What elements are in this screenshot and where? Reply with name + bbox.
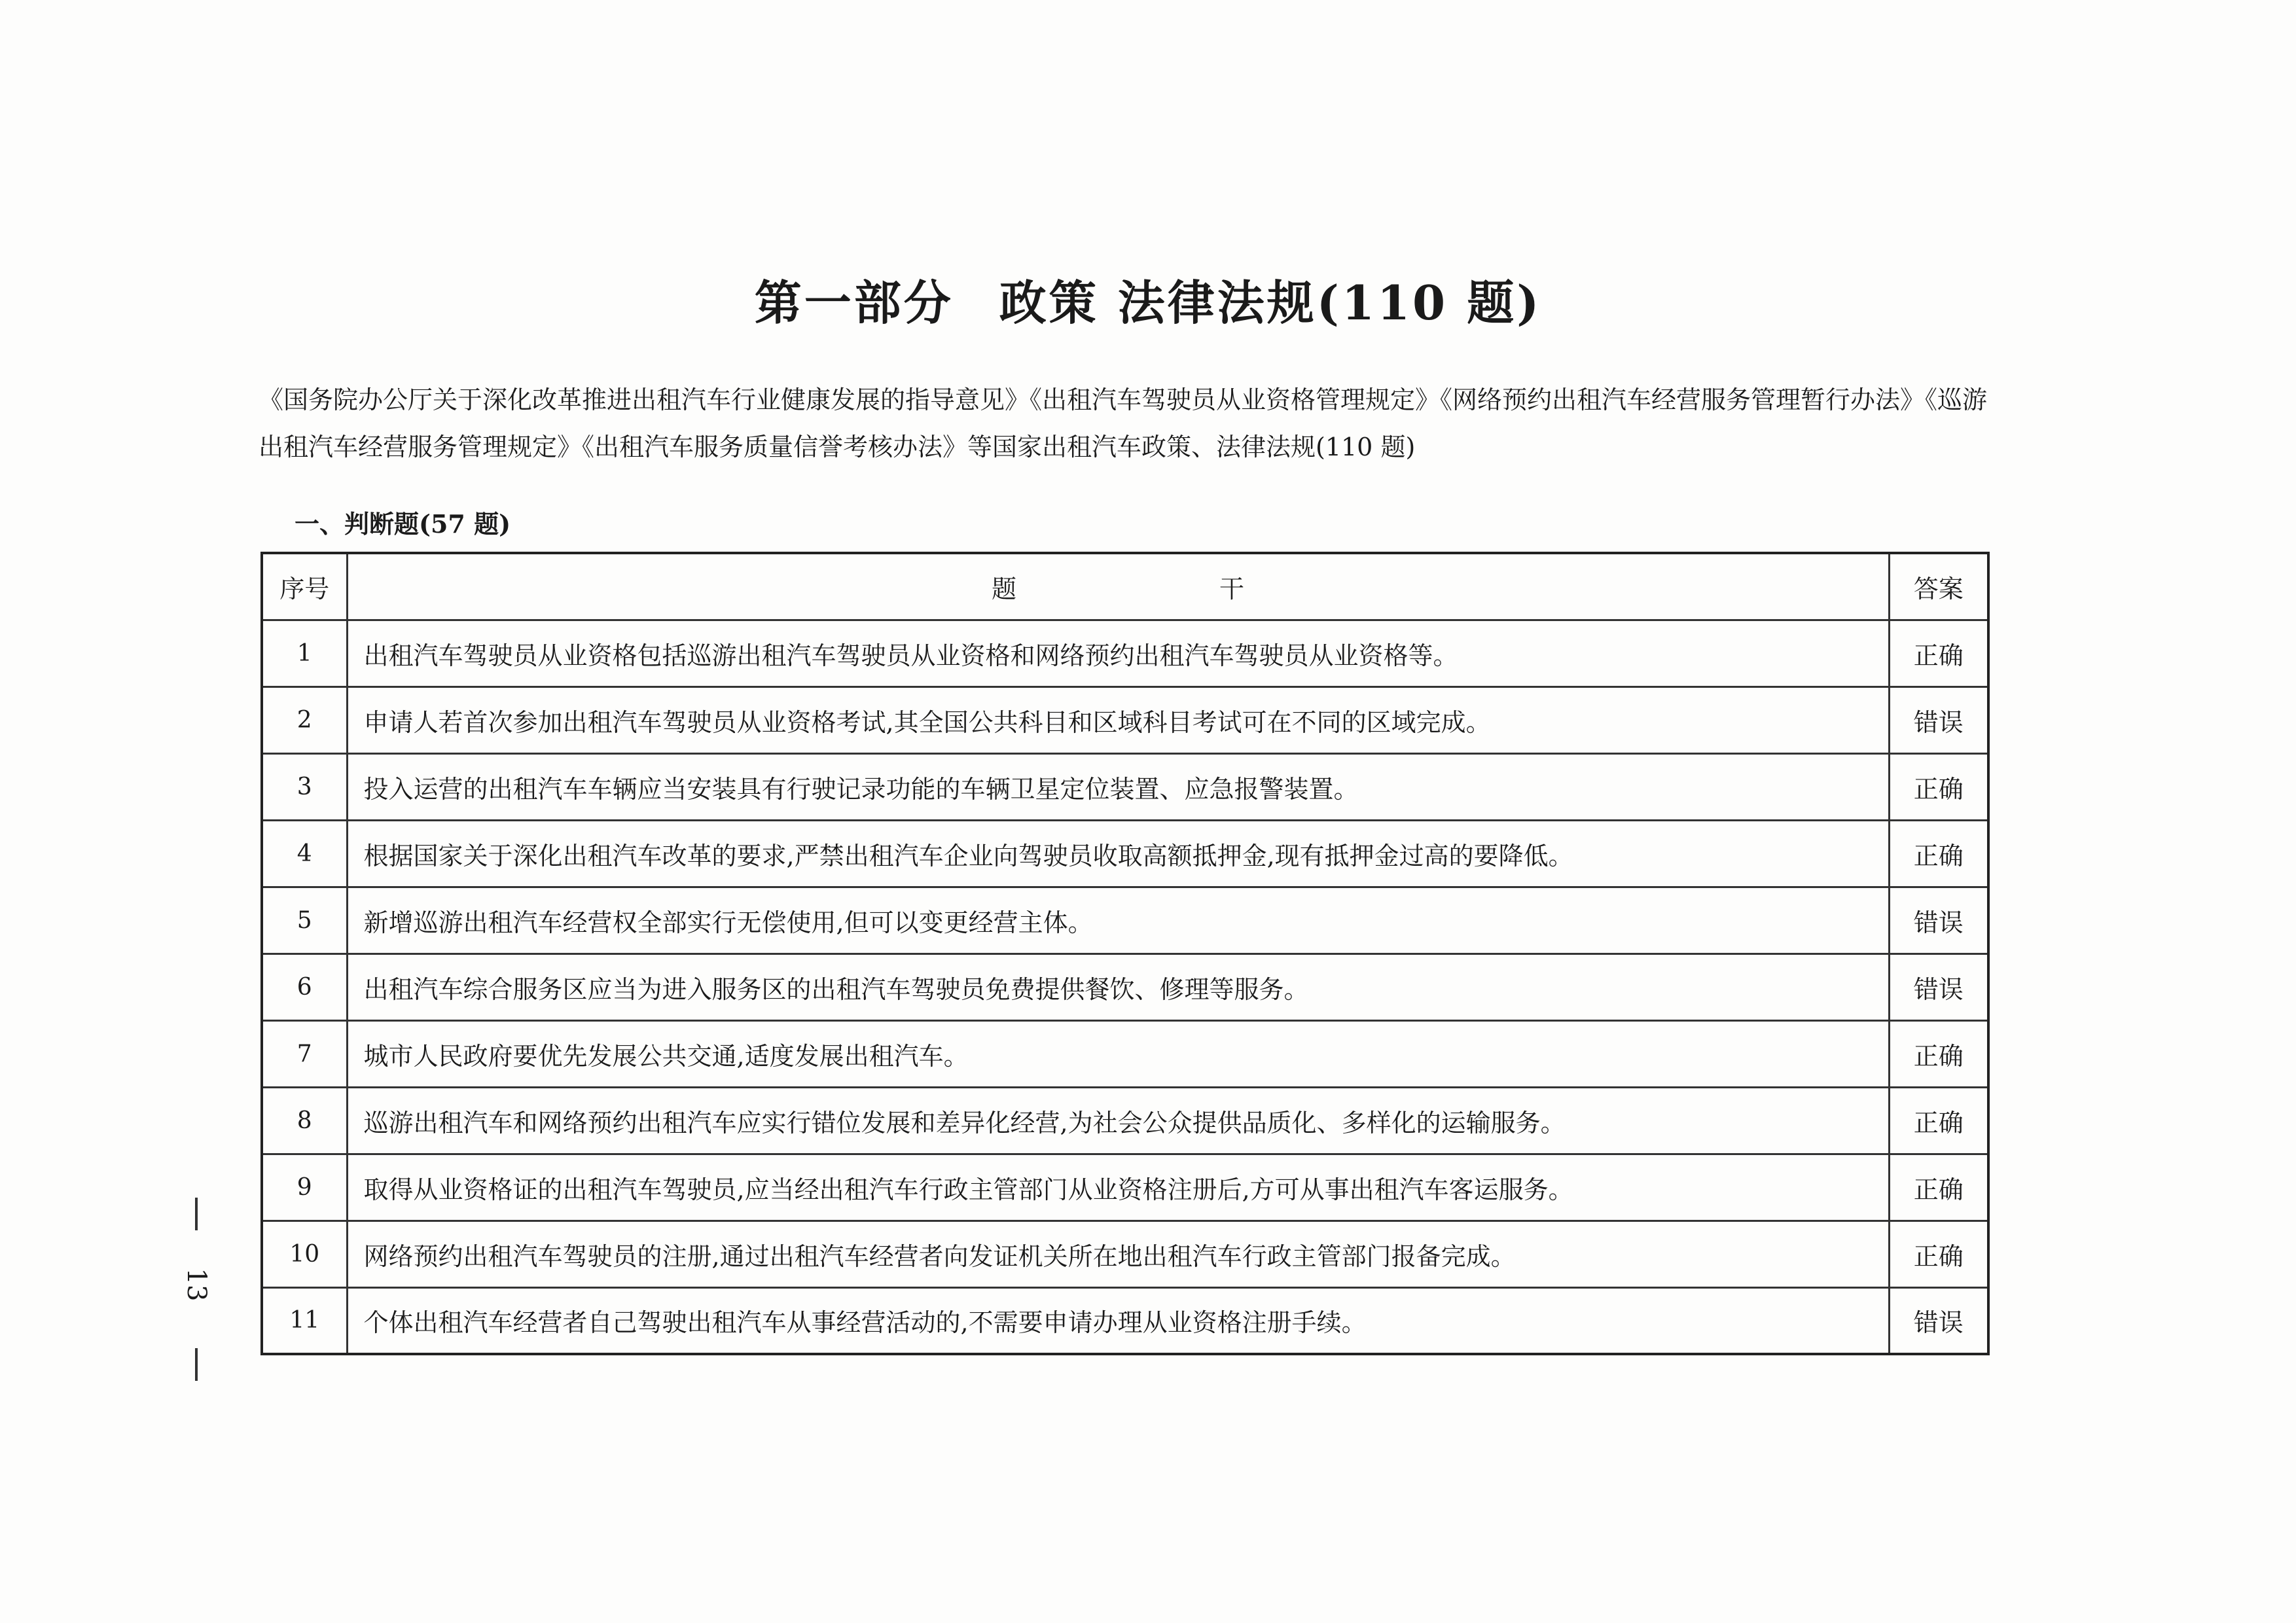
table-row	[262, 1287, 1988, 1354]
title-subject: 政策 法律法规(110 题)	[999, 275, 1542, 330]
page-number-marker	[177, 1198, 216, 1381]
header-stem-right: 干	[1219, 574, 1245, 603]
table-row	[262, 1154, 1988, 1221]
title-part: 第一部分	[754, 275, 954, 330]
row-answer: 正确	[1889, 1020, 1988, 1087]
row-number: 8	[262, 1087, 347, 1154]
row-stem: 取得从业资格证的出租汽车驾驶员,应当经出租汽车行政主管部门从业资格注册后,方可从事出租汽车客运服务。	[347, 1154, 1889, 1221]
row-number: 10	[262, 1221, 347, 1287]
table-row	[262, 620, 1988, 687]
row-stem: 城市人民政府要优先发展公共交通,适度发展出租汽车。	[347, 1020, 1889, 1087]
table-row	[262, 820, 1988, 887]
row-stem: 出租汽车驾驶员从业资格包括巡游出租汽车驾驶员从业资格和网络预约出租汽车驾驶员从业资格等。	[347, 620, 1889, 687]
table-row	[262, 753, 1988, 820]
page-number-dash-bottom	[195, 1348, 198, 1381]
row-stem: 申请人若首次参加出租汽车驾驶员从业资格考试,其全国公共科目和区域科目考试可在不同的区域完成。	[347, 687, 1889, 753]
table-row	[262, 1087, 1988, 1154]
table-row	[262, 954, 1988, 1020]
row-number: 2	[262, 687, 347, 753]
table-row	[262, 887, 1988, 954]
row-answer: 错误	[1889, 954, 1988, 1020]
row-number: 4	[262, 820, 347, 887]
row-answer: 错误	[1889, 1287, 1988, 1354]
row-number: 1	[262, 620, 347, 687]
row-stem: 出租汽车综合服务区应当为进入服务区的出租汽车驾驶员免费提供餐饮、修理等服务。	[347, 954, 1889, 1020]
questions-table	[260, 552, 1990, 1355]
table-row	[262, 1020, 1988, 1087]
header-number: 序号	[262, 553, 347, 620]
row-answer: 正确	[1889, 620, 1988, 687]
row-answer: 错误	[1889, 687, 1988, 753]
header-stem-left: 题	[991, 574, 1016, 603]
row-number: 7	[262, 1020, 347, 1087]
page-number-dash-top	[195, 1198, 198, 1230]
header-stem	[347, 553, 1889, 620]
section-heading: 一、判断题(57 题)	[295, 509, 511, 539]
row-stem: 个体出租汽车经营者自己驾驶出租汽车从事经营活动的,不需要申请办理从业资格注册手续。	[347, 1287, 1889, 1354]
row-answer: 正确	[1889, 1154, 1988, 1221]
row-answer: 正确	[1889, 1087, 1988, 1154]
header-answer: 答案	[1889, 553, 1988, 620]
row-number: 6	[262, 954, 347, 1020]
row-stem: 根据国家关于深化出租汽车改革的要求,严禁出租汽车企业向驾驶员收取高额抵押金,现有抵押金过高的要降低。	[347, 820, 1889, 887]
row-number: 5	[262, 887, 347, 954]
table-header-row	[262, 553, 1988, 620]
row-answer: 正确	[1889, 753, 1988, 820]
row-number: 3	[262, 753, 347, 820]
row-stem: 新增巡游出租汽车经营权全部实行无偿使用,但可以变更经营主体。	[347, 887, 1889, 954]
row-answer: 正确	[1889, 1221, 1988, 1287]
page-number: 13	[181, 1268, 211, 1302]
row-answer: 错误	[1889, 887, 1988, 954]
intro-paragraph: 《国务院办公厅关于深化改革推进出租汽车行业健康发展的指导意见》《出租汽车驾驶员从业资格管理规定》《网络预约出租汽车经营服务管理暂行办法》《巡游出租汽车经营服务管理规定》《出租汽车服务质量信誉考核办法》等国家出租汽车政策、法律法规(110 题)	[259, 385, 1988, 461]
row-stem: 网络预约出租汽车驾驶员的注册,通过出租汽车经营者向发证机关所在地出租汽车行政主管部门报备完成。	[347, 1221, 1889, 1287]
row-stem: 投入运营的出租汽车车辆应当安装具有行驶记录功能的车辆卫星定位装置、应急报警装置。	[347, 753, 1889, 820]
table-row	[262, 1221, 1988, 1287]
row-number: 11	[262, 1287, 347, 1354]
row-number: 9	[262, 1154, 347, 1221]
row-stem: 巡游出租汽车和网络预约出租汽车应实行错位发展和差异化经营,为社会公众提供品质化、多样化的运输服务。	[347, 1087, 1889, 1154]
page-title	[0, 265, 2296, 333]
row-answer: 正确	[1889, 820, 1988, 887]
table-row	[262, 687, 1988, 753]
